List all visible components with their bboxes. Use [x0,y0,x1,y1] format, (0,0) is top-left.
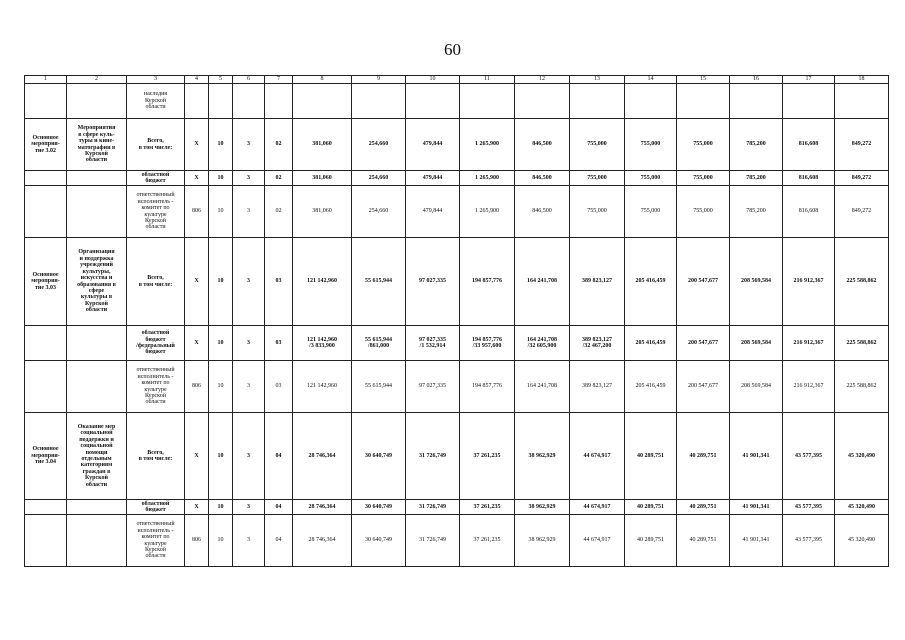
value-cell: 806 [185,361,209,413]
value-cell [515,84,570,119]
column-number-cell: 5 [209,76,233,84]
value-cell: 254,660 [352,186,406,238]
value-cell: 30 640,749 [352,515,406,567]
column-number-cell: 2 [67,76,127,84]
value-cell: 755,000 [625,186,677,238]
value-cell: X [185,238,209,326]
value-cell: 849,272 [835,186,889,238]
value-cell: 44 674,917 [570,500,625,515]
value-cell: 30 640,749 [352,413,406,500]
activity-code-cell [25,500,67,515]
value-cell: X [185,119,209,171]
funding-source-cell: ответственный исполнитель - комитет по культуре Курской области [127,186,185,238]
value-cell: 205 416,459 [625,326,677,361]
value-cell [460,84,515,119]
value-cell: 1 265,900 [460,186,515,238]
value-cell: 41 901,341 [730,515,783,567]
value-cell: 37 261,235 [460,413,515,500]
value-cell: 164 241,708 [515,361,570,413]
column-number-cell: 3 [127,76,185,84]
value-cell: 849,272 [835,119,889,171]
column-number-cell: 16 [730,76,783,84]
value-cell: 208 569,584 [730,361,783,413]
value-cell: 194 857,776 /33 957,600 [460,326,515,361]
value-cell: 28 746,364 [293,413,352,500]
value-cell: 45 320,490 [835,515,889,567]
column-number-cell: 8 [293,76,352,84]
value-cell: 1 265,900 [460,171,515,186]
value-cell: 10 [209,500,233,515]
funding-source-cell: ответственный исполнитель - комитет по культуре Курской области [127,361,185,413]
activity-code-cell: Основное мероприя- тие 3.02 [25,119,67,171]
value-cell: 200 547,677 [677,238,730,326]
value-cell: 479,844 [406,119,460,171]
column-number-row [25,76,889,84]
value-cell: 200 547,677 [677,326,730,361]
value-cell: 41 901,341 [730,500,783,515]
value-cell: 97 027,335 /1 532,914 [406,326,460,361]
budget-table [24,75,889,567]
table-row [25,500,889,515]
value-cell: 37 261,235 [460,515,515,567]
value-cell: 10 [209,119,233,171]
value-cell: 45 320,490 [835,413,889,500]
activity-code-cell [25,84,67,119]
value-cell: 389 823,127 [570,238,625,326]
value-cell: 755,000 [625,119,677,171]
value-cell: 3 [233,413,265,500]
column-number-cell: 9 [352,76,406,84]
value-cell: 205 416,459 [625,238,677,326]
column-number-cell: 12 [515,76,570,84]
value-cell: 846,500 [515,119,570,171]
value-cell: 40 289,751 [677,515,730,567]
value-cell: 389 823,127 [570,361,625,413]
value-cell: 381,060 [293,119,352,171]
value-cell: 849,272 [835,171,889,186]
value-cell [406,84,460,119]
column-number-cell: 17 [783,76,835,84]
value-cell: 3 [233,238,265,326]
value-cell: 755,000 [677,171,730,186]
column-number-cell: 18 [835,76,889,84]
value-cell: 30 640,749 [352,500,406,515]
value-cell [233,84,265,119]
column-number-cell: 1 [25,76,67,84]
column-number-cell: 4 [185,76,209,84]
value-cell: 225 588,862 [835,361,889,413]
activity-name-cell [67,186,127,238]
value-cell: 02 [265,119,293,171]
value-cell: X [185,500,209,515]
value-cell [209,84,233,119]
table-body [25,76,889,567]
value-cell: 121 142,960 /3 833,900 [293,326,352,361]
funding-source-cell: ответственный исполнитель - комитет по культуре Курской области [127,515,185,567]
value-cell: 3 [233,171,265,186]
value-cell [352,84,406,119]
funding-source-cell: Всего, в том числе: [127,238,185,326]
value-cell: 208 569,584 [730,326,783,361]
value-cell: X [185,171,209,186]
value-cell: 28 746,364 [293,515,352,567]
value-cell: 225 588,862 [835,326,889,361]
table-row [25,84,889,119]
column-number-cell: 14 [625,76,677,84]
value-cell: 479,844 [406,186,460,238]
value-cell: 3 [233,500,265,515]
funding-source-cell: областной бюджет /федеральный бюджет [127,326,185,361]
activity-code-cell [25,515,67,567]
page-number: 60 [444,40,461,59]
value-cell: 755,000 [570,186,625,238]
value-cell: 225 588,862 [835,238,889,326]
funding-source-cell: Всего, в том числе: [127,413,185,500]
value-cell: 02 [265,186,293,238]
value-cell: 785,200 [730,171,783,186]
value-cell [265,84,293,119]
activity-name-cell [67,84,127,119]
value-cell: 97 027,335 [406,361,460,413]
value-cell: 40 289,751 [677,500,730,515]
value-cell: 254,660 [352,171,406,186]
value-cell: 43 577,395 [783,515,835,567]
value-cell: 31 726,749 [406,413,460,500]
funding-source-cell: наследия Курской области [127,84,185,119]
value-cell: 816,608 [783,186,835,238]
table-row [25,515,889,567]
value-cell: 55 615,944 /861,000 [352,326,406,361]
value-cell: 10 [209,186,233,238]
value-cell: 164 241,708 [515,238,570,326]
column-number-cell: 15 [677,76,730,84]
value-cell: X [185,326,209,361]
value-cell: 3 [233,186,265,238]
value-cell: 03 [265,326,293,361]
activity-code-cell [25,361,67,413]
activity-code-cell: Основное мероприя- тие 3.03 [25,238,67,326]
value-cell: 816,608 [783,171,835,186]
value-cell: 479,844 [406,171,460,186]
value-cell: 97 027,335 [406,238,460,326]
value-cell: 43 577,395 [783,413,835,500]
value-cell: 04 [265,413,293,500]
value-cell: 40 289,751 [625,500,677,515]
value-cell: 3 [233,119,265,171]
value-cell: 216 912,367 [783,238,835,326]
table-row [25,361,889,413]
activity-code-cell: Основное мероприя- тие 3.04 [25,413,67,500]
funding-source-cell: областной бюджет [127,171,185,186]
value-cell: 04 [265,515,293,567]
value-cell: 205 416,459 [625,361,677,413]
value-cell: 3 [233,515,265,567]
value-cell: 216 912,367 [783,361,835,413]
value-cell: 806 [185,186,209,238]
value-cell: 40 289,751 [625,413,677,500]
table-row [25,171,889,186]
value-cell: 254,660 [352,119,406,171]
value-cell: 55 615,944 [352,361,406,413]
value-cell: 10 [209,361,233,413]
value-cell: 31 726,749 [406,500,460,515]
value-cell: 755,000 [570,119,625,171]
activity-code-cell [25,171,67,186]
value-cell: 55 615,944 [352,238,406,326]
column-number-cell: 11 [460,76,515,84]
value-cell: 389 823,127 /32 467,200 [570,326,625,361]
value-cell: 40 289,751 [625,515,677,567]
column-number-cell: 7 [265,76,293,84]
value-cell: 121 142,960 [293,361,352,413]
value-cell: 40 289,751 [677,413,730,500]
activity-name-cell [67,500,127,515]
value-cell: 846,500 [515,171,570,186]
value-cell: 44 674,917 [570,413,625,500]
activity-code-cell [25,326,67,361]
value-cell: 38 962,929 [515,500,570,515]
value-cell: 10 [209,515,233,567]
value-cell: 806 [185,515,209,567]
value-cell: 43 577,395 [783,500,835,515]
table-row [25,119,889,171]
value-cell: 381,060 [293,186,352,238]
value-cell: 785,200 [730,186,783,238]
funding-source-cell: Всего, в том числе: [127,119,185,171]
value-cell: 208 569,584 [730,238,783,326]
value-cell: 194 857,776 [460,238,515,326]
value-cell: 755,000 [677,119,730,171]
value-cell: 38 962,929 [515,515,570,567]
value-cell: X [185,413,209,500]
value-cell: 194 857,776 [460,361,515,413]
activity-name-cell [67,361,127,413]
value-cell: 164 241,708 /32 605,900 [515,326,570,361]
value-cell: 755,000 [570,171,625,186]
value-cell: 03 [265,238,293,326]
value-cell [625,84,677,119]
column-number-cell: 6 [233,76,265,84]
column-number-cell: 10 [406,76,460,84]
value-cell: 846,500 [515,186,570,238]
funding-source-cell: областной бюджет [127,500,185,515]
table-row [25,413,889,500]
value-cell: 3 [233,361,265,413]
activity-name-cell [67,515,127,567]
value-cell: 121 142,960 [293,238,352,326]
value-cell [730,84,783,119]
activity-name-cell: Мероприятия в сфере куль- туры и кине- матографии в Курской области [67,119,127,171]
value-cell: 03 [265,361,293,413]
value-cell [835,84,889,119]
value-cell [677,84,730,119]
value-cell: 816,608 [783,119,835,171]
value-cell: 10 [209,171,233,186]
value-cell: 28 746,364 [293,500,352,515]
activity-name-cell [67,326,127,361]
activity-name-cell: Оказание мер социальной поддержки и социальной помощи отдельным категориям граждан в Курской области [67,413,127,500]
value-cell: 04 [265,500,293,515]
value-cell: 755,000 [625,171,677,186]
value-cell: 45 320,490 [835,500,889,515]
value-cell: 10 [209,413,233,500]
value-cell: 785,200 [730,119,783,171]
value-cell: 1 265,900 [460,119,515,171]
value-cell [783,84,835,119]
value-cell: 10 [209,238,233,326]
value-cell: 41 901,341 [730,413,783,500]
value-cell: 755,000 [677,186,730,238]
table-row [25,238,889,326]
value-cell [185,84,209,119]
table-row [25,186,889,238]
table-row [25,326,889,361]
value-cell: 37 261,235 [460,500,515,515]
value-cell: 10 [209,326,233,361]
value-cell [293,84,352,119]
value-cell: 31 726,749 [406,515,460,567]
value-cell: 02 [265,171,293,186]
value-cell: 200 547,677 [677,361,730,413]
activity-name-cell: Организация и поддержка учреждений культуры, искусства и образования в сфере культуры в Курской области [67,238,127,326]
activity-name-cell [67,171,127,186]
value-cell [570,84,625,119]
value-cell: 381,060 [293,171,352,186]
column-number-cell: 13 [570,76,625,84]
value-cell: 216 912,367 [783,326,835,361]
activity-code-cell [25,186,67,238]
value-cell: 38 962,929 [515,413,570,500]
value-cell: 44 674,917 [570,515,625,567]
value-cell: 3 [233,326,265,361]
